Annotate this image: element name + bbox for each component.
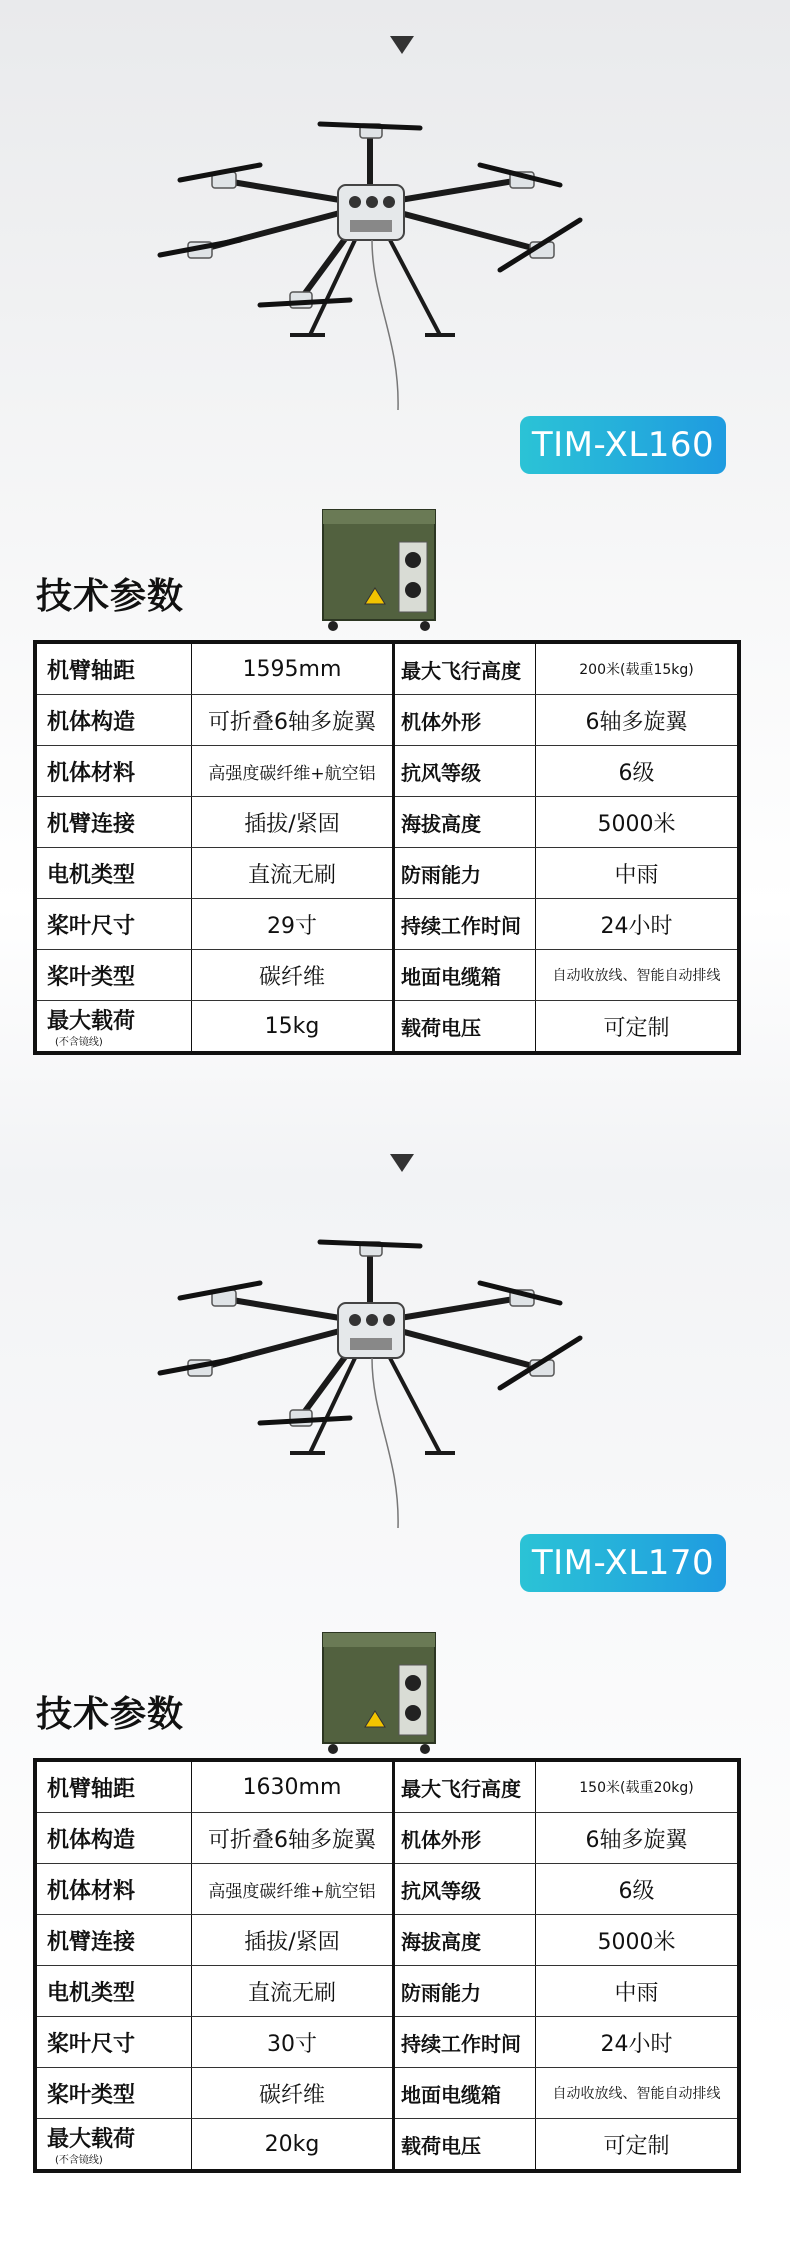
spec-value: 高强度碳纤维+航空铝 bbox=[192, 1864, 394, 1915]
spec-label-note: (不含镜线) bbox=[55, 1037, 103, 1048]
spec-label-text: 机体材料 bbox=[47, 1878, 136, 1904]
spec-value: 直流无刷 bbox=[192, 848, 394, 899]
spec-label: 地面电缆箱 bbox=[394, 2068, 536, 2119]
spec-row bbox=[35, 1813, 739, 1864]
spec-row bbox=[35, 642, 739, 695]
spec-value: 直流无刷 bbox=[192, 1966, 394, 2017]
spec-label bbox=[35, 797, 192, 848]
spec-label: 机体外形 bbox=[394, 695, 536, 746]
spec-label-text: 机体构造 bbox=[47, 709, 136, 735]
model-badge: TIM-XL170 bbox=[520, 1534, 726, 1592]
spec-row bbox=[35, 848, 739, 899]
spec-value: 30寸 bbox=[192, 2017, 394, 2068]
spec-table bbox=[33, 640, 741, 1055]
spec-label bbox=[35, 1864, 192, 1915]
spec-label-text: 桨叶类型 bbox=[47, 964, 136, 990]
spec-label: 地面电缆箱 bbox=[394, 950, 536, 1001]
spec-row bbox=[35, 950, 739, 1001]
ground-cable-box-image bbox=[315, 1623, 445, 1763]
spec-label-text: 电机类型 bbox=[47, 1980, 136, 2006]
spec-value: 5000米 bbox=[536, 797, 740, 848]
spec-row bbox=[35, 797, 739, 848]
spec-value: 15kg bbox=[192, 1001, 394, 1054]
spec-value: 可折叠6轴多旋翼 bbox=[192, 1813, 394, 1864]
spec-label: 载荷电压 bbox=[401, 2133, 481, 2158]
spec-value: 可折叠6轴多旋翼 bbox=[192, 695, 394, 746]
spec-row bbox=[35, 1760, 739, 1813]
spec-label-text: 电机类型 bbox=[47, 862, 136, 888]
hexacopter-drone-image bbox=[150, 1228, 590, 1528]
spec-value: 5000米 bbox=[536, 1915, 740, 1966]
down-triangle-icon bbox=[390, 1154, 414, 1172]
spec-label: 持续工作时间 bbox=[394, 2017, 536, 2068]
spec-value: 自动收放线、智能自动排线 bbox=[536, 2068, 740, 2119]
spec-label: 海拔高度 bbox=[394, 1915, 536, 1966]
spec-row bbox=[35, 899, 739, 950]
spec-label-text: 机臂轴距 bbox=[47, 658, 136, 684]
spec-value: 插拔/紧固 bbox=[192, 1915, 394, 1966]
spec-label bbox=[35, 2017, 192, 2068]
spec-value: 可定制 bbox=[536, 1001, 740, 1054]
spec-label: 机体外形 bbox=[394, 1813, 536, 1864]
spec-value: 1595mm bbox=[192, 642, 394, 695]
spec-label-text: 最大载荷 bbox=[47, 2127, 136, 2152]
spec-label-text: 桨叶尺寸 bbox=[47, 2031, 136, 2057]
spec-label: 抗风等级 bbox=[394, 1864, 536, 1915]
spec-row bbox=[35, 695, 739, 746]
spec-label-note: (不含镜线) bbox=[55, 2155, 103, 2166]
spec-row bbox=[35, 746, 739, 797]
spec-value: 24小时 bbox=[536, 2017, 740, 2068]
spec-label-text: 机臂轴距 bbox=[47, 1776, 136, 1802]
spec-value: 中雨 bbox=[536, 848, 740, 899]
spec-label-text: 机臂连接 bbox=[47, 811, 136, 837]
spec-value: 20kg bbox=[192, 2119, 394, 2172]
spec-value: 自动收放线、智能自动排线 bbox=[536, 950, 740, 1001]
spec-row bbox=[35, 2068, 739, 2119]
spec-row bbox=[35, 1915, 739, 1966]
spec-label: 海拔高度 bbox=[394, 797, 536, 848]
product-section-1 bbox=[0, 0, 790, 1118]
spec-label bbox=[35, 1813, 192, 1864]
spec-value: 中雨 bbox=[536, 1966, 740, 2017]
spec-label-text: 机体构造 bbox=[47, 1827, 136, 1853]
spec-value: 碳纤维 bbox=[192, 2068, 394, 2119]
spec-label: 防雨能力 bbox=[394, 1966, 536, 2017]
spec-label bbox=[35, 1966, 192, 2017]
spec-value: 200米(载重15kg) bbox=[536, 642, 740, 695]
spec-value: 插拔/紧固 bbox=[192, 797, 394, 848]
spec-row bbox=[35, 1864, 739, 1915]
spec-label: 抗风等级 bbox=[394, 746, 536, 797]
spec-label bbox=[35, 1915, 192, 1966]
down-triangle-icon bbox=[390, 36, 414, 54]
spec-label bbox=[35, 695, 192, 746]
spec-table bbox=[33, 1758, 741, 2173]
spec-value: 6轴多旋翼 bbox=[536, 1813, 740, 1864]
spec-heading: 技术参数 bbox=[36, 1694, 185, 1735]
spec-label-text: 机体材料 bbox=[47, 760, 136, 786]
spec-label bbox=[35, 950, 192, 1001]
spec-value: 高强度碳纤维+航空铝 bbox=[192, 746, 394, 797]
spec-value: 可定制 bbox=[536, 2119, 740, 2172]
spec-label-text: 桨叶类型 bbox=[47, 2082, 136, 2108]
spec-label bbox=[35, 1760, 192, 1813]
spec-value: 6轴多旋翼 bbox=[536, 695, 740, 746]
spec-value: 29寸 bbox=[192, 899, 394, 950]
spec-label: 持续工作时间 bbox=[394, 899, 536, 950]
spec-label: 最大飞行高度 bbox=[394, 642, 536, 695]
spec-label bbox=[35, 899, 192, 950]
ground-cable-box-image bbox=[315, 500, 445, 640]
model-badge: TIM-XL160 bbox=[520, 416, 726, 474]
spec-label-text: 最大载荷 bbox=[47, 1009, 136, 1034]
spec-value: 碳纤维 bbox=[192, 950, 394, 1001]
spec-value: 6级 bbox=[536, 746, 740, 797]
spec-label bbox=[35, 2119, 192, 2172]
spec-label bbox=[35, 642, 192, 695]
spec-label bbox=[35, 746, 192, 797]
spec-value: 24小时 bbox=[536, 899, 740, 950]
spec-row bbox=[35, 1966, 739, 2017]
spec-label bbox=[35, 848, 192, 899]
spec-value: 1630mm bbox=[192, 1760, 394, 1813]
spec-label bbox=[35, 2068, 192, 2119]
spec-label-text: 机臂连接 bbox=[47, 1929, 136, 1955]
spec-row bbox=[35, 2119, 739, 2172]
spec-label: 载荷电压 bbox=[401, 1015, 481, 1040]
spec-row bbox=[35, 2017, 739, 2068]
spec-label: 防雨能力 bbox=[394, 848, 536, 899]
product-section-2 bbox=[0, 1118, 790, 2236]
spec-value: 6级 bbox=[536, 1864, 740, 1915]
spec-label bbox=[35, 1001, 192, 1054]
spec-label: 最大飞行高度 bbox=[394, 1760, 536, 1813]
hexacopter-drone-image bbox=[150, 110, 590, 410]
spec-heading: 技术参数 bbox=[36, 576, 185, 617]
spec-value: 150米(载重20kg) bbox=[536, 1760, 740, 1813]
spec-row bbox=[35, 1001, 739, 1054]
spec-label-text: 桨叶尺寸 bbox=[47, 913, 136, 939]
